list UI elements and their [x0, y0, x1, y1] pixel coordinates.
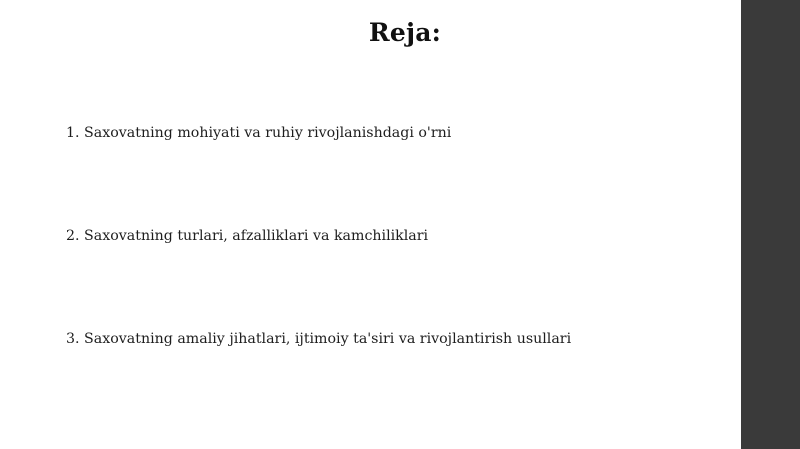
plan-item-2: 2. Saxovatning turlari, afzalliklari va kamchiliklari — [66, 228, 429, 244]
slide-title: Reja: — [368, 18, 442, 47]
plan-item-1: 1. Saxovatning mohiyati va ruhiy rivojlanishdagi o'rni — [66, 125, 452, 141]
plan-item-3: 3. Saxovatning amaliy jihatlari, ijtimoiy ta'siri va rivojlantirish usullari — [66, 331, 572, 347]
side-panel — [741, 0, 800, 449]
